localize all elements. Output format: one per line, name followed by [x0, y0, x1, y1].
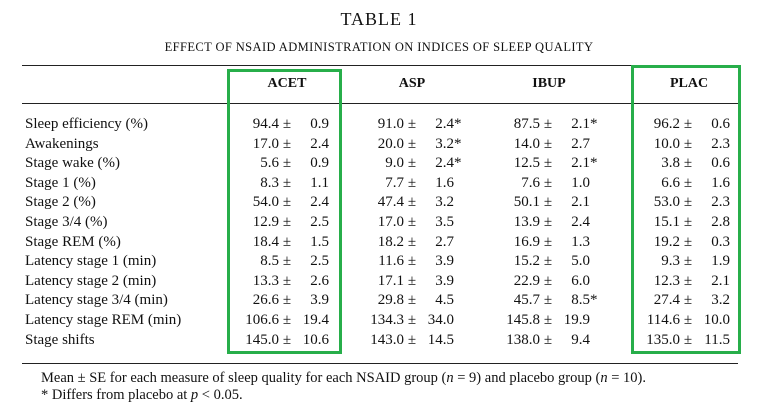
cell-ibup: [490, 175, 598, 192]
cell-mean: 5.6: [260, 155, 279, 172]
cell-pm: ±: [282, 272, 292, 289]
cell-ibup: [490, 136, 598, 153]
cell-mean: 29.8: [377, 292, 404, 309]
cell-mean: 18.2: [377, 233, 404, 250]
row-label: Stage REM (%): [25, 233, 121, 250]
column-header-plac: PLAC: [669, 76, 709, 91]
cell-se: 2.4: [435, 155, 454, 172]
cell-mean: 106.6: [245, 312, 279, 328]
cell-se: 2.5: [310, 253, 329, 270]
row-label: Awakenings: [25, 135, 99, 152]
cell-se: 2.1: [571, 155, 590, 172]
cell-se: 2.5: [310, 214, 329, 230]
cell-se: 3.9: [310, 292, 329, 309]
cell-pm: ±: [282, 155, 292, 172]
cell-mean: 45.7: [513, 292, 540, 309]
cell-pm: ±: [282, 135, 292, 152]
cell-pm: ±: [282, 331, 292, 348]
footnote-significance: * Differs from placebo at p < 0.05.: [41, 387, 243, 403]
cell-mean: 26.6: [252, 292, 279, 309]
cell-ibup: [490, 312, 598, 329]
cell-se: 2.7: [571, 135, 590, 152]
cell-se: 2.6: [310, 272, 329, 289]
cell-se: 5.0: [571, 253, 590, 270]
cell-mean: 15.2: [513, 253, 540, 270]
cell-mean: 11.6: [378, 253, 404, 270]
cell-mean: 50.1: [513, 194, 540, 211]
cell-pm: ±: [407, 312, 417, 328]
cell-se: 1.6: [435, 174, 454, 191]
cell-mean: 87.5: [513, 116, 540, 132]
cell-pm: ±: [282, 312, 292, 328]
cell-asp: [354, 116, 462, 133]
cell-asp: [354, 234, 462, 251]
row-label: Stage 1 (%): [25, 174, 96, 191]
cell-se: 2.4: [571, 214, 590, 230]
cell-se: 3.2: [435, 135, 454, 152]
cell-mean: 17.0: [377, 214, 404, 230]
cell-ibup: [490, 116, 598, 133]
cell-ibup: [490, 253, 598, 270]
cell-pm: ±: [543, 116, 553, 132]
cell-mean: 94.4: [252, 116, 279, 132]
cell-mean: 53.0: [653, 194, 680, 211]
cell-pm: ±: [683, 233, 693, 250]
cell-pm: ±: [407, 135, 417, 152]
cell-mean: 7.6: [521, 174, 540, 191]
cell-mean: 145.8: [506, 312, 540, 328]
cell-pm: ±: [407, 331, 417, 348]
cell-se: 3.2: [711, 292, 730, 309]
cell-asp: [354, 194, 462, 211]
footnote-mean-se: Mean ± SE for each measure of sleep quality for each NSAID group (n = 9) and placebo group (n = 10).: [41, 370, 646, 386]
cell-se: 2.3: [711, 135, 730, 152]
cell-mean: 114.6: [646, 312, 680, 328]
cell-mean: 138.0: [506, 331, 540, 348]
bottom-rule: [22, 363, 738, 364]
cell-mean: 16.9: [513, 233, 540, 250]
cell-pm: ±: [543, 312, 553, 328]
cell-mean: 15.1: [653, 214, 680, 230]
cell-star: *: [454, 135, 462, 152]
cell-se: 2.3: [711, 194, 730, 211]
cell-pm: ±: [543, 272, 553, 289]
cell-mean: 6.6: [661, 174, 680, 191]
cell-mean: 20.0: [377, 135, 404, 152]
column-header-ibup: IBUP: [532, 76, 566, 91]
cell-se: 0.3: [711, 233, 730, 250]
cell-pm: ±: [683, 135, 693, 152]
cell-ibup: [490, 332, 598, 349]
cell-mean: 22.9: [513, 272, 540, 289]
cell-se: 1.9: [711, 253, 730, 270]
cell-se: 2.1: [571, 194, 590, 211]
cell-asp: [354, 155, 462, 172]
cell-mean: 12.5: [513, 155, 540, 172]
cell-pm: ±: [683, 272, 693, 289]
cell-mean: 18.4: [252, 233, 279, 250]
cell-pm: ±: [407, 194, 417, 211]
cell-ibup: [490, 292, 598, 309]
cell-pm: ±: [407, 292, 417, 309]
cell-mean: 27.4: [653, 292, 680, 309]
cell-mean: 13.9: [513, 214, 540, 230]
cell-mean: 19.2: [653, 233, 680, 250]
cell-se: 2.4: [310, 135, 329, 152]
cell-star: *: [454, 155, 462, 172]
cell-pm: ±: [407, 155, 417, 172]
cell-mean: 9.3: [661, 253, 680, 270]
row-label: Latency stage 2 (min): [25, 272, 157, 289]
cell-se: 6.0: [571, 272, 590, 289]
cell-pm: ±: [683, 292, 693, 309]
cell-pm: ±: [282, 233, 292, 250]
cell-mean: 47.4: [377, 194, 404, 211]
cell-asp: [354, 292, 462, 309]
cell-se: 8.5: [571, 292, 590, 309]
cell-pm: ±: [282, 214, 292, 230]
cell-se: 1.0: [571, 174, 590, 191]
cell-se: 19.4: [302, 312, 329, 328]
cell-asp: [354, 175, 462, 192]
cell-pm: ±: [543, 253, 553, 270]
cell-se: 3.9: [435, 272, 454, 289]
cell-se: 1.6: [711, 174, 730, 191]
cell-se: 0.6: [711, 116, 730, 132]
cell-ibup: [490, 273, 598, 290]
cell-asp: [354, 273, 462, 290]
cell-se: 10.0: [703, 312, 730, 328]
cell-pm: ±: [683, 312, 693, 328]
cell-mean: 96.2: [653, 116, 680, 132]
cell-se: 1.5: [310, 233, 329, 250]
cell-mean: 8.5: [260, 253, 279, 270]
cell-se: 34.0: [427, 312, 454, 328]
cell-se: 2.1: [571, 116, 590, 132]
cell-pm: ±: [407, 214, 417, 230]
cell-pm: ±: [543, 233, 553, 250]
cell-pm: ±: [407, 233, 417, 250]
cell-pm: ±: [543, 214, 553, 230]
cell-se: 10.6: [302, 331, 329, 348]
row-label: Latency stage 3/4 (min): [25, 292, 168, 309]
cell-pm: ±: [683, 194, 693, 211]
cell-pm: ±: [543, 194, 553, 211]
cell-asp: [354, 312, 462, 329]
cell-se: 2.4: [310, 194, 329, 211]
cell-mean: 134.3: [370, 312, 404, 328]
cell-mean: 14.0: [513, 135, 540, 152]
cell-se: 14.5: [427, 331, 454, 348]
cell-pm: ±: [683, 155, 693, 172]
cell-pm: ±: [543, 174, 553, 191]
cell-se: 19.9: [563, 312, 590, 328]
cell-ibup: [490, 214, 598, 231]
cell-star: *: [590, 116, 598, 132]
cell-pm: ±: [282, 174, 292, 191]
cell-mean: 135.0: [646, 331, 680, 348]
column-header-asp: ASP: [398, 76, 426, 91]
cell-se: 0.9: [310, 155, 329, 172]
cell-se: 2.7: [435, 233, 454, 250]
column-header-acet: ACET: [267, 76, 307, 91]
cell-pm: ±: [282, 292, 292, 309]
cell-mean: 3.8: [661, 155, 680, 172]
highlight-box-acet: [227, 69, 342, 354]
cell-mean: 17.0: [252, 135, 279, 152]
table-subtitle: EFFECT OF NSAID ADMINISTRATION ON INDICES OF SLEEP QUALITY: [164, 40, 594, 54]
cell-mean: 7.7: [385, 174, 404, 191]
cell-mean: 143.0: [370, 331, 404, 348]
row-label: Stage wake (%): [25, 155, 120, 172]
cell-se: 1.1: [310, 174, 329, 191]
cell-pm: ±: [683, 174, 693, 191]
cell-se: 9.4: [571, 331, 590, 348]
highlight-box-plac: [631, 65, 741, 354]
cell-se: 4.5: [435, 292, 454, 309]
cell-ibup: [490, 234, 598, 251]
cell-ibup: [490, 155, 598, 172]
cell-asp: [354, 332, 462, 349]
cell-mean: 13.3: [252, 272, 279, 289]
cell-se: 3.5: [435, 214, 454, 230]
cell-asp: [354, 214, 462, 231]
cell-pm: ±: [543, 155, 553, 172]
cell-asp: [354, 136, 462, 153]
table-title: TABLE 1: [340, 9, 418, 29]
cell-star: *: [590, 292, 598, 309]
row-label: Stage 3/4 (%): [25, 214, 108, 230]
cell-star: *: [454, 116, 462, 132]
cell-pm: ±: [407, 174, 417, 191]
cell-se: 3.2: [435, 194, 454, 211]
cell-se: 2.8: [711, 214, 730, 230]
row-label: Latency stage 1 (min): [25, 253, 157, 270]
cell-se: 3.9: [435, 253, 454, 270]
cell-se: 1.3: [571, 233, 590, 250]
cell-star: *: [590, 155, 598, 172]
cell-pm: ±: [683, 116, 693, 132]
cell-se: 2.4: [435, 116, 454, 132]
cell-pm: ±: [683, 214, 693, 230]
cell-mean: 9.0: [385, 155, 404, 172]
cell-se: 0.9: [310, 116, 329, 132]
cell-mean: 17.1: [377, 272, 404, 289]
cell-pm: ±: [407, 272, 417, 289]
cell-pm: ±: [407, 253, 417, 270]
cell-se: 0.6: [711, 155, 730, 172]
row-label: Stage shifts: [25, 331, 95, 348]
row-label: Latency stage REM (min): [25, 312, 182, 328]
cell-mean: 10.0: [653, 135, 680, 152]
cell-se: 2.1: [711, 272, 730, 289]
cell-pm: ±: [407, 116, 417, 132]
cell-mean: 91.0: [377, 116, 404, 132]
cell-pm: ±: [543, 292, 553, 309]
cell-pm: ±: [282, 116, 292, 132]
cell-pm: ±: [543, 331, 553, 348]
cell-mean: 145.0: [245, 331, 279, 348]
row-label: Sleep efficiency (%): [25, 116, 148, 132]
cell-mean: 54.0: [252, 194, 279, 211]
cell-asp: [354, 253, 462, 270]
cell-mean: 8.3: [260, 174, 279, 191]
cell-pm: ±: [683, 331, 693, 348]
cell-pm: ±: [543, 135, 553, 152]
cell-mean: 12.3: [653, 272, 680, 289]
cell-pm: ±: [683, 253, 693, 270]
row-label: Stage 2 (%): [25, 194, 96, 211]
cell-mean: 12.9: [252, 214, 279, 230]
cell-pm: ±: [282, 194, 292, 211]
cell-pm: ±: [282, 253, 292, 270]
cell-ibup: [490, 194, 598, 211]
cell-se: 11.5: [704, 331, 730, 348]
